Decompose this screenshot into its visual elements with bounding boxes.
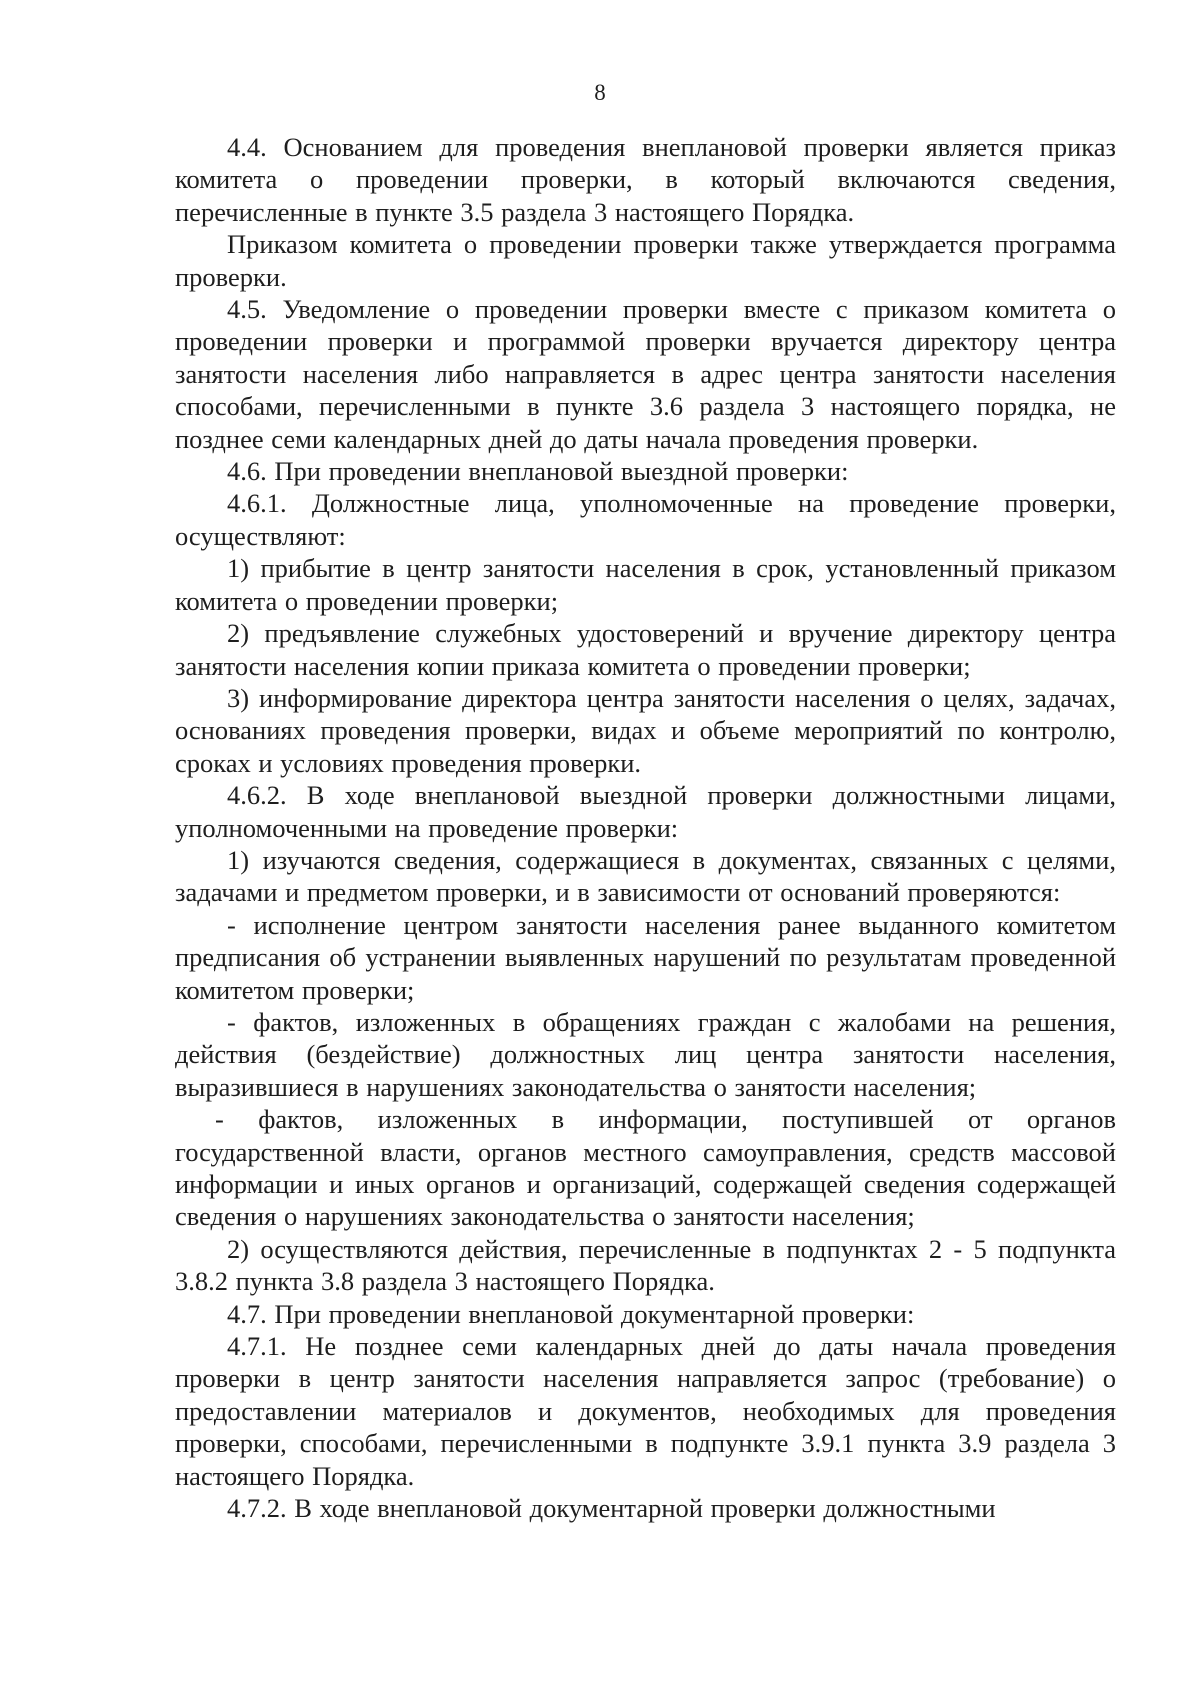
list-item-4-6-1-1: 1) прибытие в центр занятости населения в срок, установленный приказом комитета о проведении проверки;: [175, 553, 1116, 616]
list-item-4-6-2-1: 1) изучаются сведения, содержащиеся в документах, связанных с целями, задачами и предметом проверки, и в зависимости от оснований проверяются:: [175, 844, 1116, 908]
list-item-4-6-1-2: 2) предъявление служебных удостоверений и вручение директору центра занятости населения копии приказа комитета о проведении проверки;: [175, 618, 1116, 681]
list-item-4-6-2-2: 2) осуществляются действия, перечисленные в подпунктах 2 - 5 подпункта 3.8.2 пункта 3.8 раздела 3 настоящего Порядка.: [175, 1233, 1116, 1297]
list-item-4-6-1-3: 3) информирование директора центра занятости населения о целях, задачах, основаниях проведения проверки, видах и объеме мероприятий по контролю, сроках и условиях проведения проверки.: [175, 682, 1116, 778]
paragraph-4-7-2: 4.7.2. В ходе внеплановой документарной проверки должностными: [227, 1493, 996, 1524]
paragraph-4-5: 4.5. Уведомление о проведении проверки вместе с приказом комитета о проведении проверки и программой проверки вручается директору центра занятости населения либо направляется в адрес центра занятости населения способами, перечисленными в пункте 3.6 раздела 3 настоящего порядка, не позднее семи календарных дней до даты начала проведения проверки.: [175, 294, 1116, 454]
paragraph-4-4: 4.4. Основанием для проведения внеплановой проверки является приказ комитета о проведении проверки, в который включаются сведения, перечисленные в пункте 3.5 раздела 3 настоящего Порядка.: [175, 132, 1116, 227]
document-body: [175, 131, 1116, 1524]
page-number: 8: [594, 80, 606, 105]
paragraph-4-6-2: 4.6.2. В ходе внеплановой выездной проверки должностными лицами, уполномоченными на проведение проверки:: [175, 780, 1116, 843]
paragraph-4-6: 4.6. При проведении внеплановой выездной проверки:: [227, 456, 849, 487]
paragraph-4-7: 4.7. При проведении внеплановой документарной проверки:: [227, 1298, 915, 1329]
paragraph-program-approval: Приказом комитета о проведении проверки также утверждается программа проверки.: [175, 229, 1116, 292]
dash-item-information: - фактов, изложенных в информации, поступившей от органов государственной власти, органов местного самоуправления, средств массовой информации и иных органов и организаций, содержащей сведения содержащей сведения о нарушениях законодательства о занятости населения;: [175, 1104, 1116, 1232]
dash-item-complaints: - фактов, изложенных в обращениях граждан с жалобами на решения, действия (бездействие) должностных лиц центра занятости населения, выразившиеся в нарушениях законодательства о занятости населения;: [175, 1006, 1116, 1102]
paragraph-4-6-1: 4.6.1. Должностные лица, уполномоченные на проведение проверки, осуществляют:: [175, 488, 1116, 551]
dash-item-prescription: - исполнение центром занятости населения ранее выданного комитетом предписания об устранении выявленных нарушений по результатам проведенной комитетом проверки;: [175, 909, 1116, 1005]
paragraph-4-7-1: 4.7.1. Не позднее семи календарных дней до даты начала проведения проверки в центр занятости населения направляется запрос (требование) о предоставлении материалов и документов, необходимых для проведения проверки, способами, перечисленными в подпункте 3.9.1 пункта 3.9 раздела 3 настоящего Порядка.: [175, 1331, 1116, 1491]
